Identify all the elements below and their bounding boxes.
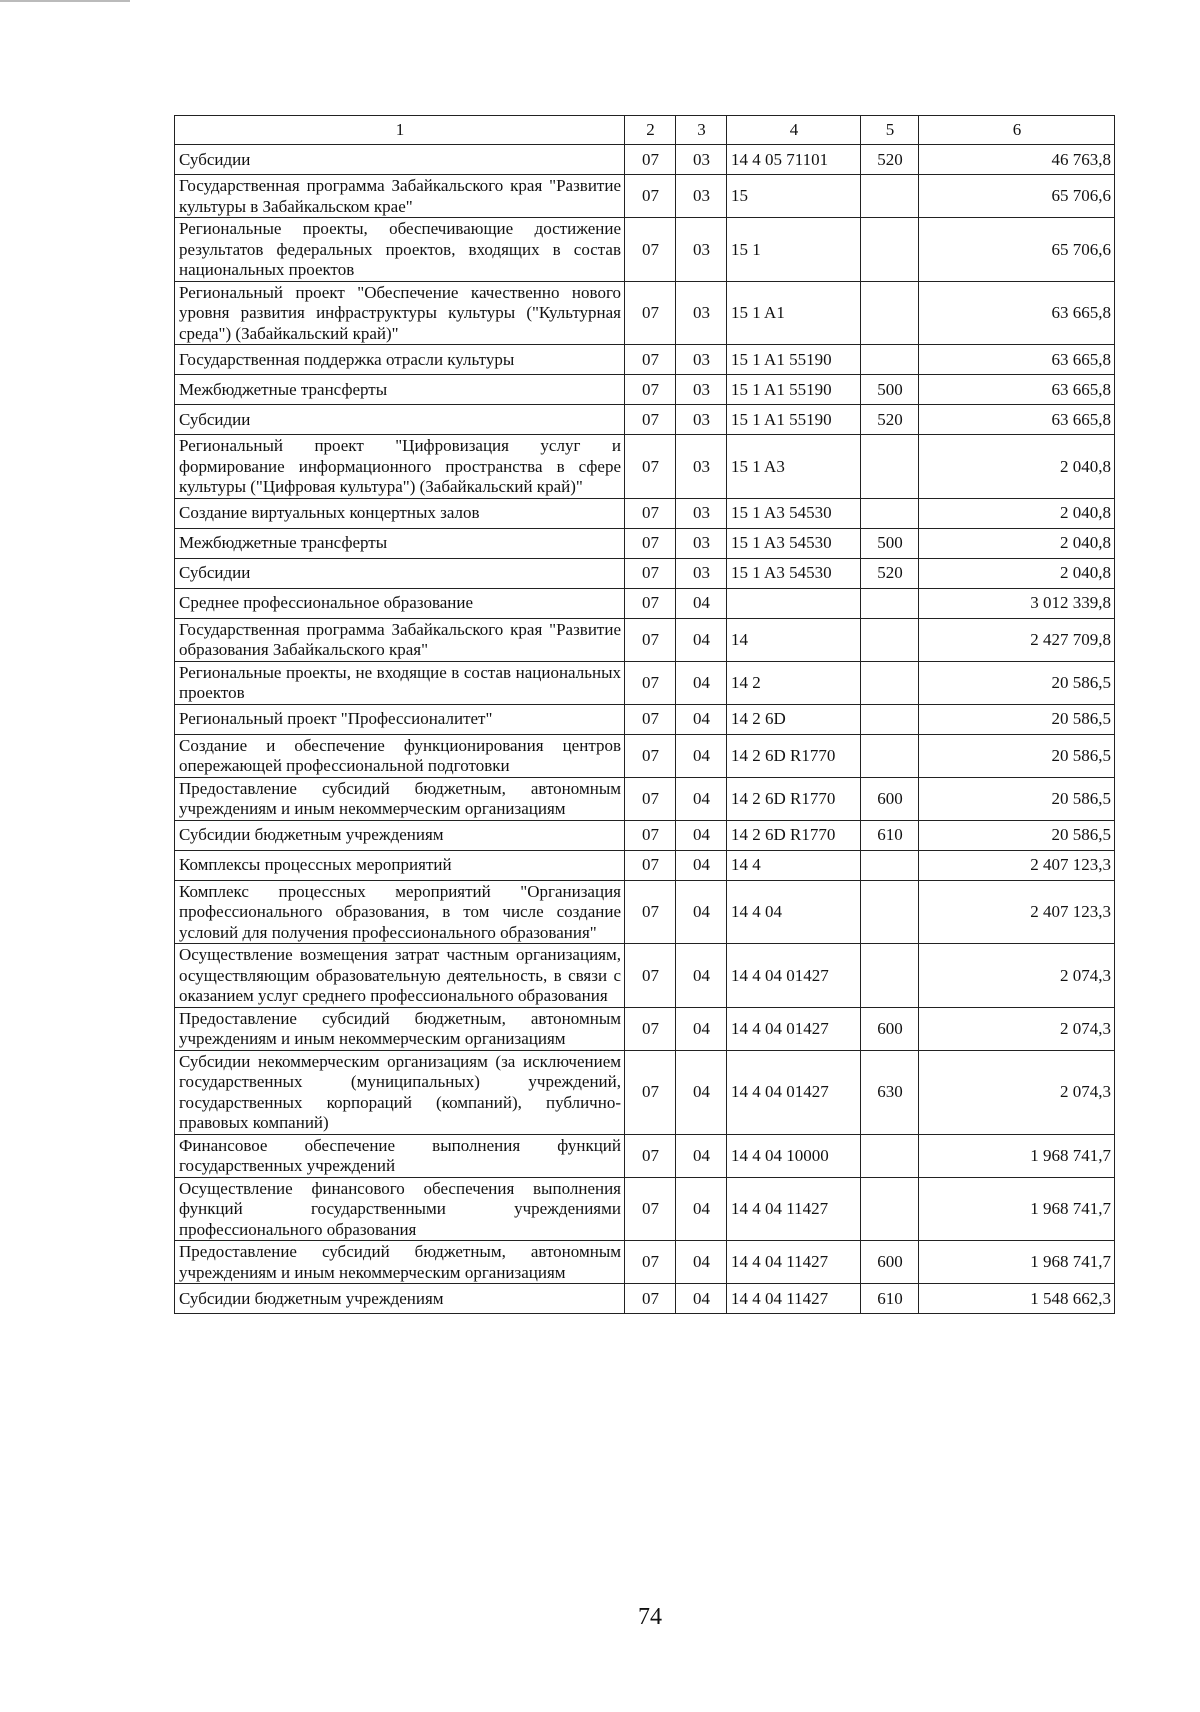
row-expense-type-cell xyxy=(861,588,919,618)
row-name-cell: Региональные проекты, обеспечивающие достижение результатов федеральных проектов, входящих в состав национальных проектов xyxy=(175,218,625,282)
row-name-cell: Финансовое обеспечение выполнения функций государственных учреждений xyxy=(175,1134,625,1177)
header-col-5: 5 xyxy=(861,116,919,145)
table-row xyxy=(175,175,1115,218)
row-expense-type-cell: 600 xyxy=(861,1241,919,1284)
row-section-cell: 07 xyxy=(625,558,676,588)
row-amount-cell: 2 407 123,3 xyxy=(919,850,1115,880)
row-name-cell: Создание виртуальных концертных залов xyxy=(175,498,625,528)
row-target-code-cell: 14 2 xyxy=(727,661,861,704)
row-subsection-cell: 03 xyxy=(676,498,727,528)
row-subsection-cell: 03 xyxy=(676,405,727,435)
row-amount-cell: 63 665,8 xyxy=(919,405,1115,435)
row-expense-type-cell xyxy=(861,1177,919,1241)
row-expense-type-cell xyxy=(861,944,919,1008)
table-row xyxy=(175,1050,1115,1134)
table-row xyxy=(175,558,1115,588)
row-section-cell: 07 xyxy=(625,375,676,405)
row-target-code-cell: 14 4 04 11427 xyxy=(727,1177,861,1241)
row-subsection-cell: 04 xyxy=(676,944,727,1008)
row-expense-type-cell: 520 xyxy=(861,405,919,435)
row-name-cell: Осуществление финансового обеспечения выполнения функций государственными учреждениями профессионального образования xyxy=(175,1177,625,1241)
row-amount-cell: 63 665,8 xyxy=(919,281,1115,345)
row-target-code-cell: 15 1 A1 55190 xyxy=(727,405,861,435)
row-expense-type-cell: 610 xyxy=(861,820,919,850)
row-subsection-cell: 04 xyxy=(676,850,727,880)
row-expense-type-cell: 600 xyxy=(861,1007,919,1050)
row-section-cell: 07 xyxy=(625,498,676,528)
table-row xyxy=(175,435,1115,499)
row-amount-cell: 2 040,8 xyxy=(919,498,1115,528)
row-amount-cell: 2 427 709,8 xyxy=(919,618,1115,661)
row-subsection-cell: 04 xyxy=(676,661,727,704)
row-expense-type-cell xyxy=(861,218,919,282)
row-section-cell: 07 xyxy=(625,850,676,880)
row-name-cell: Комплексы процессных мероприятий xyxy=(175,850,625,880)
row-name-cell: Среднее профессиональное образование xyxy=(175,588,625,618)
row-name-cell: Предоставление субсидий бюджетным, автономным учреждениям и иным некоммерческим организациям xyxy=(175,777,625,820)
table-row xyxy=(175,1284,1115,1314)
row-section-cell: 07 xyxy=(625,1177,676,1241)
page-number: 74 xyxy=(638,1604,662,1630)
row-amount-cell: 20 586,5 xyxy=(919,734,1115,777)
row-subsection-cell: 03 xyxy=(676,528,727,558)
row-target-code-cell: 15 1 A3 54530 xyxy=(727,528,861,558)
table-row xyxy=(175,588,1115,618)
row-target-code-cell: 14 2 6D xyxy=(727,704,861,734)
row-section-cell: 07 xyxy=(625,588,676,618)
row-target-code-cell: 14 2 6D R1770 xyxy=(727,734,861,777)
row-name-cell: Региональный проект "Профессионалитет" xyxy=(175,704,625,734)
row-amount-cell: 3 012 339,8 xyxy=(919,588,1115,618)
row-expense-type-cell: 500 xyxy=(861,375,919,405)
row-section-cell: 07 xyxy=(625,704,676,734)
row-expense-type-cell xyxy=(861,175,919,218)
row-name-cell: Осуществление возмещения затрат частным организациям, осуществляющим образовательную деятельность, в связи с оказанием услуг среднего профессионального образования xyxy=(175,944,625,1008)
table-row xyxy=(175,618,1115,661)
row-subsection-cell: 04 xyxy=(676,704,727,734)
row-target-code-cell: 15 1 A1 55190 xyxy=(727,375,861,405)
row-section-cell: 07 xyxy=(625,145,676,175)
row-section-cell: 07 xyxy=(625,820,676,850)
row-target-code-cell: 14 4 04 10000 xyxy=(727,1134,861,1177)
row-name-cell: Государственная программа Забайкальского края "Развитие культуры в Забайкальском крае" xyxy=(175,175,625,218)
budget-table xyxy=(174,115,1115,1314)
row-expense-type-cell xyxy=(861,345,919,375)
row-section-cell: 07 xyxy=(625,528,676,558)
row-target-code-cell: 14 4 04 11427 xyxy=(727,1284,861,1314)
row-target-code-cell: 15 1 A3 xyxy=(727,435,861,499)
row-target-code-cell: 14 4 04 01427 xyxy=(727,1050,861,1134)
row-name-cell: Межбюджетные трансферты xyxy=(175,375,625,405)
row-name-cell: Субсидии бюджетным учреждениям xyxy=(175,1284,625,1314)
row-amount-cell: 46 763,8 xyxy=(919,145,1115,175)
row-amount-cell: 2 040,8 xyxy=(919,528,1115,558)
row-section-cell: 07 xyxy=(625,218,676,282)
table-row xyxy=(175,704,1115,734)
row-amount-cell: 65 706,6 xyxy=(919,175,1115,218)
row-amount-cell: 20 586,5 xyxy=(919,777,1115,820)
row-target-code-cell: 14 4 05 71101 xyxy=(727,145,861,175)
table-row xyxy=(175,944,1115,1008)
row-target-code-cell: 15 1 A1 55190 xyxy=(727,345,861,375)
row-target-code-cell: 14 xyxy=(727,618,861,661)
row-expense-type-cell: 630 xyxy=(861,1050,919,1134)
table-row xyxy=(175,218,1115,282)
row-name-cell: Региональный проект "Обеспечение качественно нового уровня развития инфраструктуры культуры ("Культурная среда") (Забайкальский край)" xyxy=(175,281,625,345)
row-subsection-cell: 03 xyxy=(676,435,727,499)
row-subsection-cell: 03 xyxy=(676,375,727,405)
header-col-4: 4 xyxy=(727,116,861,145)
row-section-cell: 07 xyxy=(625,175,676,218)
row-amount-cell: 2 040,8 xyxy=(919,558,1115,588)
row-amount-cell: 2 040,8 xyxy=(919,435,1115,499)
table-row xyxy=(175,281,1115,345)
row-name-cell: Субсидии некоммерческим организациям (за исключением государственных (муниципальных) учреждений, государственных корпораций (компаний), публично-правовых компаний) xyxy=(175,1050,625,1134)
row-section-cell: 07 xyxy=(625,1050,676,1134)
row-name-cell: Предоставление субсидий бюджетным, автономным учреждениям и иным некоммерческим организациям xyxy=(175,1241,625,1284)
row-subsection-cell: 04 xyxy=(676,588,727,618)
row-expense-type-cell xyxy=(861,498,919,528)
row-expense-type-cell: 610 xyxy=(861,1284,919,1314)
row-target-code-cell: 14 2 6D R1770 xyxy=(727,820,861,850)
row-name-cell: Субсидии бюджетным учреждениям xyxy=(175,820,625,850)
row-subsection-cell: 04 xyxy=(676,1050,727,1134)
row-subsection-cell: 03 xyxy=(676,281,727,345)
row-section-cell: 07 xyxy=(625,405,676,435)
row-subsection-cell: 04 xyxy=(676,1007,727,1050)
row-section-cell: 07 xyxy=(625,1284,676,1314)
row-name-cell: Субсидии xyxy=(175,558,625,588)
row-subsection-cell: 04 xyxy=(676,777,727,820)
row-expense-type-cell: 500 xyxy=(861,528,919,558)
row-target-code-cell: 14 2 6D R1770 xyxy=(727,777,861,820)
row-subsection-cell: 03 xyxy=(676,218,727,282)
table-body xyxy=(175,145,1115,1314)
row-subsection-cell: 04 xyxy=(676,1284,727,1314)
row-section-cell: 07 xyxy=(625,281,676,345)
row-expense-type-cell xyxy=(861,1134,919,1177)
row-target-code-cell: 14 4 04 xyxy=(727,880,861,944)
row-amount-cell: 20 586,5 xyxy=(919,661,1115,704)
row-expense-type-cell xyxy=(861,281,919,345)
row-expense-type-cell xyxy=(861,435,919,499)
row-amount-cell: 63 665,8 xyxy=(919,375,1115,405)
table-row xyxy=(175,498,1115,528)
table-row xyxy=(175,1241,1115,1284)
row-expense-type-cell xyxy=(861,704,919,734)
row-expense-type-cell: 520 xyxy=(861,558,919,588)
row-section-cell: 07 xyxy=(625,345,676,375)
row-amount-cell: 20 586,5 xyxy=(919,820,1115,850)
row-subsection-cell: 03 xyxy=(676,145,727,175)
table-row xyxy=(175,145,1115,175)
table-row xyxy=(175,405,1115,435)
row-target-code-cell: 15 xyxy=(727,175,861,218)
row-subsection-cell: 04 xyxy=(676,1177,727,1241)
row-section-cell: 07 xyxy=(625,880,676,944)
row-name-cell: Региональные проекты, не входящие в состав национальных проектов xyxy=(175,661,625,704)
page-edge-line xyxy=(0,0,130,2)
row-target-code-cell: 15 1 xyxy=(727,218,861,282)
row-amount-cell: 1 548 662,3 xyxy=(919,1284,1115,1314)
header-col-3: 3 xyxy=(676,116,727,145)
row-expense-type-cell xyxy=(861,734,919,777)
row-subsection-cell: 03 xyxy=(676,558,727,588)
table-row xyxy=(175,734,1115,777)
row-name-cell: Субсидии xyxy=(175,145,625,175)
row-amount-cell: 20 586,5 xyxy=(919,704,1115,734)
row-target-code-cell: 15 1 A1 xyxy=(727,281,861,345)
row-name-cell: Создание и обеспечение функционирования центров опережающей профессиональной подготовки xyxy=(175,734,625,777)
row-section-cell: 07 xyxy=(625,1134,676,1177)
row-expense-type-cell xyxy=(861,618,919,661)
row-subsection-cell: 04 xyxy=(676,880,727,944)
row-expense-type-cell xyxy=(861,850,919,880)
row-subsection-cell: 04 xyxy=(676,1134,727,1177)
row-amount-cell: 1 968 741,7 xyxy=(919,1134,1115,1177)
row-amount-cell: 2 074,3 xyxy=(919,1007,1115,1050)
row-name-cell: Региональный проект "Цифровизация услуг и формирование информационного пространства в сфере культуры ("Цифровая культура") (Забайкальский край)" xyxy=(175,435,625,499)
row-subsection-cell: 04 xyxy=(676,618,727,661)
row-expense-type-cell: 600 xyxy=(861,777,919,820)
row-section-cell: 07 xyxy=(625,1241,676,1284)
table-row xyxy=(175,880,1115,944)
table-row xyxy=(175,345,1115,375)
row-name-cell: Государственная программа Забайкальского края "Развитие образования Забайкальского края" xyxy=(175,618,625,661)
row-section-cell: 07 xyxy=(625,944,676,1008)
table-row xyxy=(175,375,1115,405)
row-section-cell: 07 xyxy=(625,777,676,820)
header-col-6: 6 xyxy=(919,116,1115,145)
header-col-2: 2 xyxy=(625,116,676,145)
row-target-code-cell: 15 1 A3 54530 xyxy=(727,558,861,588)
row-expense-type-cell: 520 xyxy=(861,145,919,175)
row-target-code-cell: 14 4 04 11427 xyxy=(727,1241,861,1284)
row-target-code-cell: 14 4 04 01427 xyxy=(727,1007,861,1050)
row-name-cell: Государственная поддержка отрасли культуры xyxy=(175,345,625,375)
table-row xyxy=(175,850,1115,880)
row-subsection-cell: 04 xyxy=(676,1241,727,1284)
row-amount-cell: 2 074,3 xyxy=(919,944,1115,1008)
row-name-cell: Межбюджетные трансферты xyxy=(175,528,625,558)
row-amount-cell: 65 706,6 xyxy=(919,218,1115,282)
row-target-code-cell: 14 4 04 01427 xyxy=(727,944,861,1008)
row-section-cell: 07 xyxy=(625,435,676,499)
row-amount-cell: 63 665,8 xyxy=(919,345,1115,375)
table-header-row xyxy=(175,116,1115,145)
row-name-cell: Субсидии xyxy=(175,405,625,435)
row-section-cell: 07 xyxy=(625,618,676,661)
table-row xyxy=(175,1007,1115,1050)
row-amount-cell: 1 968 741,7 xyxy=(919,1241,1115,1284)
row-amount-cell: 2 074,3 xyxy=(919,1050,1115,1134)
table-row xyxy=(175,661,1115,704)
row-section-cell: 07 xyxy=(625,734,676,777)
row-target-code-cell: 15 1 A3 54530 xyxy=(727,498,861,528)
row-amount-cell: 1 968 741,7 xyxy=(919,1177,1115,1241)
table-row xyxy=(175,1177,1115,1241)
row-subsection-cell: 03 xyxy=(676,175,727,218)
row-section-cell: 07 xyxy=(625,661,676,704)
table-row xyxy=(175,1134,1115,1177)
row-subsection-cell: 04 xyxy=(676,734,727,777)
row-amount-cell: 2 407 123,3 xyxy=(919,880,1115,944)
row-expense-type-cell xyxy=(861,661,919,704)
table-row xyxy=(175,820,1115,850)
row-subsection-cell: 04 xyxy=(676,820,727,850)
row-name-cell: Предоставление субсидий бюджетным, автономным учреждениям и иным некоммерческим организациям xyxy=(175,1007,625,1050)
row-target-code-cell xyxy=(727,588,861,618)
header-col-1: 1 xyxy=(175,116,625,145)
row-name-cell: Комплекс процессных мероприятий "Организация профессионального образования, в том числе создание условий для получения профессионального образования" xyxy=(175,880,625,944)
row-subsection-cell: 03 xyxy=(676,345,727,375)
row-expense-type-cell xyxy=(861,880,919,944)
row-section-cell: 07 xyxy=(625,1007,676,1050)
table-row xyxy=(175,528,1115,558)
table-row xyxy=(175,777,1115,820)
row-target-code-cell: 14 4 xyxy=(727,850,861,880)
